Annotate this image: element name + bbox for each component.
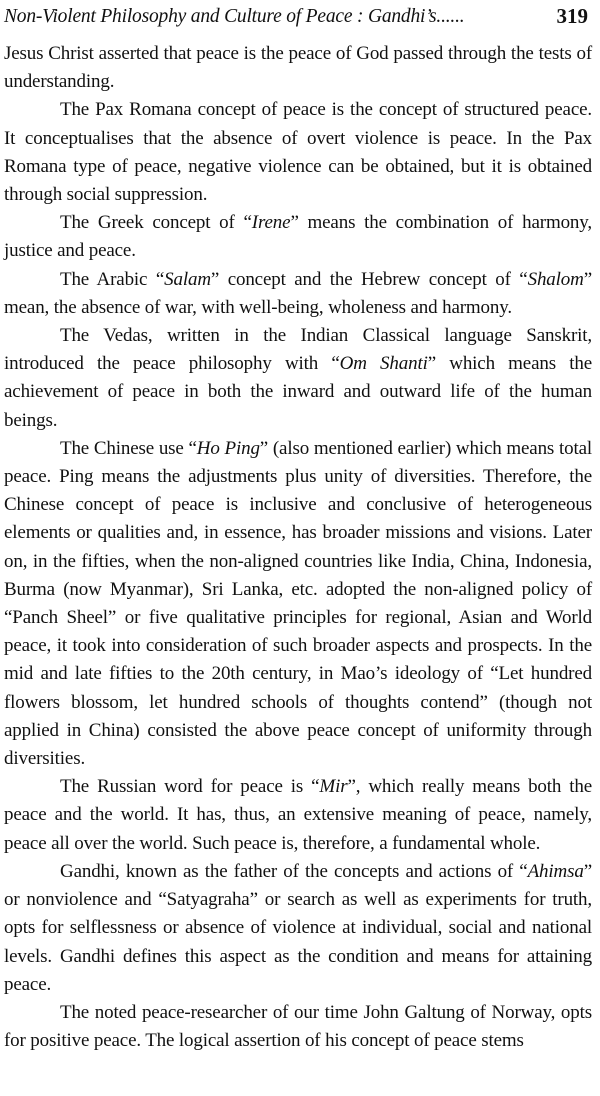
paragraph-text: The Arabic “ <box>60 268 165 290</box>
paragraph-text: ” (also mentioned earlier) which means total peace. Ping means the adjustments plus unity of diversities. Therefore, the Chinese concept of peace is inclusive and conclusive of heterogeneous elements or qualities and, in essence, has broader missions and visions. Later on, in the fifties, when the non-aligned countries like India, China, Indonesia, Burma (now Myanmar), Sri Lanka, etc. adopted the non-aligned policy of “Panch Sheel” or five qualitative principles for regional, Asian and World peace, it took into consideration of such broader aspects and prospects. In the mid and late fifties to the 20th century, in Mao’s ideology of “Let hundred flowers blossom, let hundred schools of thoughts contend” (though not applied in China) consisted the above peace concept of uniformity through diversities. <box>4 437 592 770</box>
running-header <box>4 4 590 34</box>
paragraph-text: The Vedas, written in the Indian Classical language Sanskrit, introduced the peace philosophy with “ <box>4 325 592 375</box>
paragraph <box>4 40 592 96</box>
paragraph-text: ” which means the achievement of peace in both the inward and outward life of the human beings. <box>4 353 592 431</box>
paragraph <box>4 266 592 322</box>
paragraph <box>4 209 592 265</box>
paragraph <box>4 773 592 858</box>
paragraph-text: The Russian word for peace is “ <box>60 776 320 798</box>
paragraph-text: The Pax Romana concept of peace is the concept of structured peace. It conceptualises that the absence of overt violence is peace. In the Pax Romana type of peace, negative violence can be obtained, but it is obtained through social suppression. <box>4 99 592 206</box>
paragraph <box>4 435 592 773</box>
paragraph-text: ”, which really means both the peace and the world. It has, thus, an extensive meaning of peace, namely, peace all over the world. Such peace is, therefore, a fundamental whole. <box>4 776 592 854</box>
paragraph <box>4 96 592 209</box>
italic-term: Ahimsa <box>527 860 584 882</box>
italic-term: Irene <box>251 212 291 234</box>
paragraph-text: The noted peace-researcher of our time John Galtung of Norway, opts for positive peace. The logical assertion of his concept of peace stems <box>4 1001 592 1052</box>
running-header-title: Non-Violent Philosophy and Culture of Peace : Gandhi’s...... <box>4 6 465 27</box>
italic-term: Shalom <box>527 268 584 290</box>
body-text <box>4 40 592 1055</box>
italic-term: Om Shanti <box>339 353 428 375</box>
paragraph <box>4 999 592 1055</box>
paragraph <box>4 322 592 435</box>
paragraph-text: ” means the combination of harmony, justice and peace. <box>4 212 592 262</box>
paragraph-text: ” or nonviolence and “Satyagraha” or search as well as experiments for truth, opts for selflessness or absence of violence at individual, social and national levels. Gandhi defines this aspect as the condition and means for attaining peace. <box>4 860 592 995</box>
paragraph <box>4 858 592 999</box>
paragraph-text: Gandhi, known as the father of the concepts and actions of “ <box>60 860 528 882</box>
italic-term: Salam <box>164 268 211 290</box>
paragraph-text: Jesus Christ asserted that peace is the peace of God passed through the tests of understanding. <box>4 43 592 93</box>
paragraph-text: ” concept and the Hebrew concept of “ <box>210 268 528 290</box>
page-number: 319 <box>556 4 588 28</box>
italic-term: Ho Ping <box>196 437 260 459</box>
paragraph-text: ” mean, the absence of war, with well-being, wholeness and harmony. <box>4 268 592 318</box>
paragraph-text: The Chinese use “ <box>60 437 197 459</box>
italic-term: Mir <box>319 776 348 798</box>
paragraph-text: The Greek concept of “ <box>60 212 252 234</box>
